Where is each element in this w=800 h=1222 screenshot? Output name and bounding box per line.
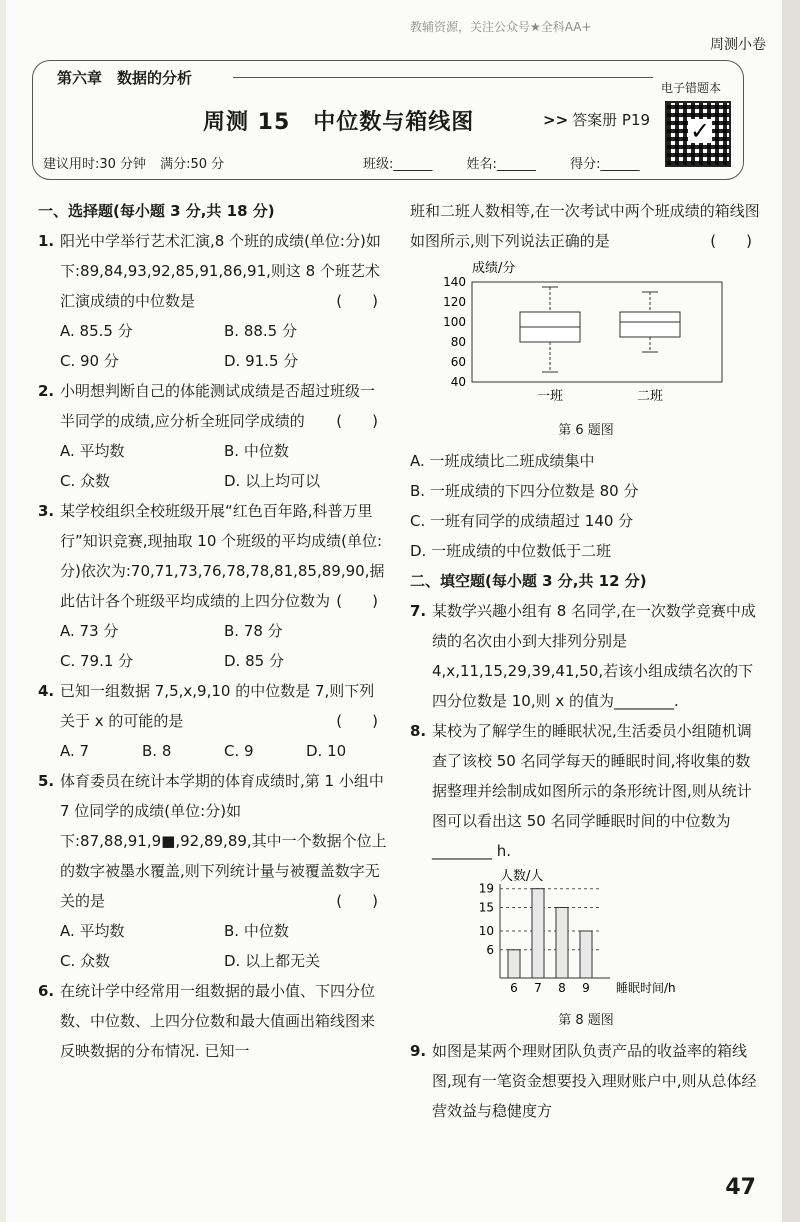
boxplot-category-label: 一班 <box>536 389 564 404</box>
chapter-title: 第六章 数据的分析 <box>51 67 198 88</box>
q6-options <box>410 446 762 566</box>
question-2: 2. 小明想判断自己的体能测试成绩是否超过班级一半同学的成绩,应分析全班同学成绩的 ( ) <box>38 382 378 430</box>
q4-option-d[interactable]: D. 10 <box>306 742 347 760</box>
bar-x-tick-label: 8 <box>558 981 566 995</box>
question-8: 8. 某校为了解学生的睡眠状况,生活委员小组随机调查了该校 50 名同学每天的睡眠时间,将收集的数据整理并绘制成如图所示的条形统计图,则从统计图可以看出这 50 名同学睡眠时间的中位数为________ h. <box>410 722 752 860</box>
question-4: 4. 已知一组数据 7,5,x,9,10 的中位数是 7,则下列关于 x 的可能的是 ( ) <box>38 682 378 730</box>
q5-options <box>38 916 388 976</box>
q3-option-d[interactable]: D. 85 分 <box>224 652 284 670</box>
corner-tag: 周测小卷 <box>710 37 766 53</box>
q6-option-a[interactable]: A. 一班成绩比二班成绩集中 <box>410 452 595 470</box>
question-1: 1. 阳光中学举行艺术汇演,8 个班的成绩(单位:分)如下:89,84,93,92,85,91,86,91,则这 8 个班艺术汇演成绩的中位数是 ( ) <box>38 232 381 310</box>
score-field[interactable]: 得分:______ <box>570 157 640 172</box>
q3-option-c[interactable]: C. 79.1 分 <box>60 652 134 670</box>
q1-options <box>38 316 388 376</box>
q2-option-d[interactable]: D. 以上均可以 <box>224 472 321 490</box>
bar-marks <box>479 882 600 995</box>
q3-option-a[interactable]: A. 73 分 <box>60 622 119 640</box>
boxplot-y-tick-label: 80 <box>450 335 466 349</box>
boxplot-categories <box>537 389 663 404</box>
q5-option-d[interactable]: D. 以上都无关 <box>224 952 321 970</box>
class-field[interactable]: 班级:______ <box>363 157 433 172</box>
q2-option-c[interactable]: C. 众数 <box>60 472 111 490</box>
question-7: 7. 某数学兴趣小组有 8 名同学,在一次数学竞赛中成绩的名次由小到大排列分别是 4,x,11,15,29,39,41,50,若该小组成绩名次的下四分位数是 10,则 x 的值为________. <box>410 602 756 710</box>
bar-y-tick-label: 15 <box>478 900 494 915</box>
bar-9 <box>580 931 592 978</box>
boxplot-y-tick-label: 100 <box>443 315 466 329</box>
boxplot-y-tick-label: 40 <box>450 375 466 389</box>
boxplot-ylabel: 成绩/分 <box>472 261 516 276</box>
question-9: 9. 如图是某两个理财团队负责产品的收益率的箱线图,现有一笔资金想要投入理财账户中,则从总体经营效益与稳健度方 <box>410 1042 757 1120</box>
q4-option-a[interactable]: A. 7 <box>60 742 90 760</box>
q2-option-b[interactable]: B. 中位数 <box>224 442 289 460</box>
check-icon: ✓ <box>689 117 711 145</box>
qr-label: 电子错题本 <box>661 81 722 95</box>
full-score: 满分:50 分 <box>160 157 225 172</box>
left-column <box>38 196 388 1066</box>
bar-7 <box>532 889 544 978</box>
q1-option-c[interactable]: C. 90 分 <box>60 352 119 370</box>
bar-x-tick-label: 6 <box>510 981 518 995</box>
figure-6-caption: 第 6 题图 <box>558 423 614 438</box>
boxplot-marks <box>520 287 680 372</box>
q2-options <box>38 436 388 496</box>
boxplot-figure <box>410 256 730 406</box>
bar-y-tick-label: 6 <box>486 942 494 957</box>
question-5: 5. 体育委员在统计本学期的体育成绩时,第 1 小组中 7 位同学的成绩(单位:分)如下:87,88,91,9■,92,89,89,其中一个数据个位上的数字被墨水覆盖,则下列统计量与被覆盖数字无关的是 ( ) <box>38 772 387 910</box>
suggested-time: 建议用时:30 分钟 <box>43 157 147 172</box>
q3-option-b[interactable]: B. 78 分 <box>224 622 283 640</box>
boxplot-y-tick-label: 60 <box>450 355 466 369</box>
question-6-continued: 班和二班人数相等,在一次考试中两个班成绩的箱线图如图所示,则下列说法正确的是 ( ) <box>410 202 760 250</box>
q4-options <box>38 736 388 766</box>
boxplot-category-label: 二班 <box>636 389 664 404</box>
bar-y-tick-label: 10 <box>478 924 494 938</box>
answer-reference: >> 答案册 P19 <box>543 111 651 129</box>
figure-8-caption: 第 8 题图 <box>558 1013 614 1028</box>
q1-option-d[interactable]: D. 91.5 分 <box>224 352 299 370</box>
section-fill-title: 二、填空题(每小题 3 分,共 12 分) <box>410 572 647 590</box>
q1-option-b[interactable]: B. 88.5 分 <box>224 322 297 340</box>
bar-ylabel: 人数/人 <box>500 869 544 884</box>
bar-xlabel: 睡眠时间/h <box>616 981 676 995</box>
section-choice-title: 一、选择题(每小题 3 分,共 18 分) <box>38 202 275 220</box>
q6-option-b[interactable]: B. 一班成绩的下四分位数是 80 分 <box>410 482 639 500</box>
q2-option-a[interactable]: A. 平均数 <box>60 442 125 460</box>
q6-option-c[interactable]: C. 一班有同学的成绩超过 140 分 <box>410 512 634 530</box>
chapter-divider <box>233 77 653 78</box>
boxplot-frame <box>472 282 722 382</box>
bar-y-tick-label: 19 <box>478 881 494 896</box>
right-column <box>410 196 762 1126</box>
bar-x-tick-label: 7 <box>534 981 542 995</box>
q5-option-a[interactable]: A. 平均数 <box>60 922 125 940</box>
question-6: 6. 在统计学中经常用一组数据的最小值、下四分位数、中位数、上四分位数和最大值画出箱线图来反映数据的分布情况. 已知一 <box>38 982 376 1060</box>
q1-option-a[interactable]: A. 85.5 分 <box>60 322 133 340</box>
page-edge <box>782 0 800 1222</box>
q6-option-d[interactable]: D. 一班成绩的中位数低于二班 <box>410 542 612 560</box>
name-field[interactable]: 姓名:______ <box>466 157 536 172</box>
boxplot-y-ticks <box>443 275 466 389</box>
q5-option-b[interactable]: B. 中位数 <box>224 922 289 940</box>
page-title: 周测 15 中位数与箱线图 <box>203 110 475 135</box>
page-number: 47 <box>725 1175 756 1200</box>
q4-option-c[interactable]: C. 9 <box>224 742 254 760</box>
boxplot-y-tick-label: 140 <box>443 275 466 289</box>
student-fields <box>363 153 669 172</box>
question-3: 3. 某学校组织全校班级开展“红色百年路,科普万里行”知识竞赛,现抽取 10 个班级的平均成绩(单位:分)依次为:70,71,73,76,78,78,81,85,89,90,据此估计各个班级平均成绩的上四分位数为 ( ) <box>38 502 385 610</box>
boxplot-y-tick-label: 120 <box>443 295 466 309</box>
q4-option-b[interactable]: B. 8 <box>142 742 172 760</box>
bar-8 <box>556 908 568 979</box>
header-box <box>32 60 744 180</box>
bar-x-tick-label: 9 <box>582 981 590 995</box>
bar-chart-figure <box>410 866 710 996</box>
q5-option-c[interactable]: C. 众数 <box>60 952 111 970</box>
bar-6 <box>508 950 520 978</box>
q3-options <box>38 616 388 676</box>
top-watermark-note: 教辅资源，关注公众号★全科AA+ <box>410 20 592 34</box>
boxplot-box <box>620 312 680 337</box>
